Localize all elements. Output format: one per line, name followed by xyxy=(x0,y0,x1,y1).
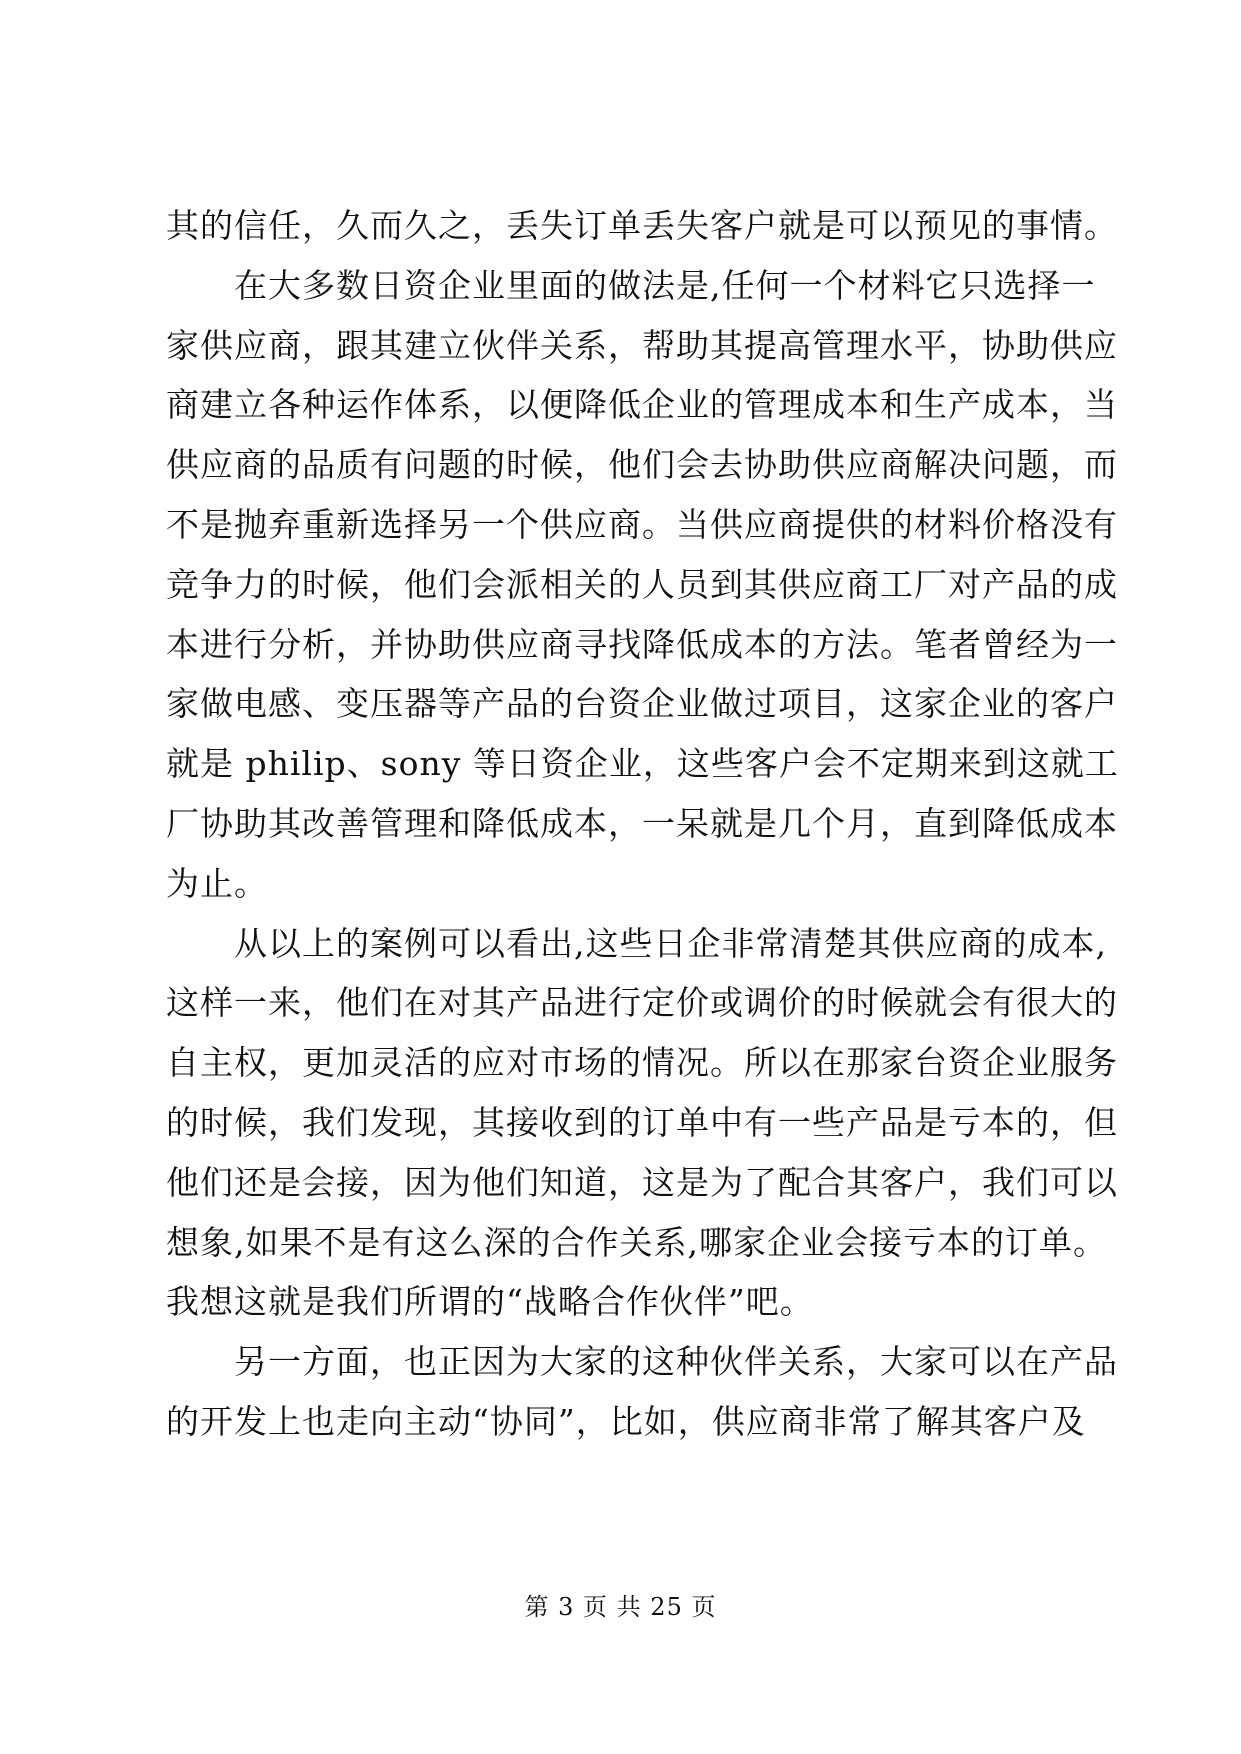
text-line: 他们还是会接，因为他们知道，这是为了配合其客户，我们可以 xyxy=(166,1162,1118,1202)
text-line: 为止。 xyxy=(166,863,268,903)
text-line: 就是 philip、sony 等日资企业，这些客户会不定期来到这就工 xyxy=(166,744,1119,784)
text-line: 的开发上也走向主动“协同”，比如，供应商非常了解其客户及 xyxy=(166,1401,1086,1441)
text-line: 竞争力的时候，他们会派相关的人员到其供应商工厂对产品的成 xyxy=(166,564,1118,604)
text-line: 自主权，更加灵活的应对市场的情况。所以在那家台资企业服务 xyxy=(166,1043,1118,1083)
text-line: 从以上的案例可以看出,这些日企非常清楚其供应商的成本, xyxy=(234,923,1107,963)
text-line: 其的信任，久而久之，丢失订单丢失客户就是可以预见的事情。 xyxy=(166,206,1118,245)
text-line: 商建立各种运作体系，以便降低企业的管理成本和生产成本，当 xyxy=(166,385,1118,425)
text-line: 家做电感、变压器等产品的台资企业做过项目，这家企业的客户 xyxy=(166,684,1118,724)
text-line: 另一方面，也正因为大家的这种伙伴关系，大家可以在产品 xyxy=(234,1342,1118,1382)
text-line: 在大多数日资企业里面的做法是,任何一个材料它只选择一 xyxy=(234,265,1096,305)
page-footer: 第 3 页 共 25 页 xyxy=(524,1593,717,1621)
text-line: 本进行分析，并协助供应商寻找降低成本的方法。笔者曾经为一 xyxy=(166,624,1118,664)
text-line: 不是抛弃重新选择另一个供应商。当供应商提供的材料价格没有 xyxy=(166,504,1118,544)
text-line: 这样一来，他们在对其产品进行定价或调价的时候就会有很大的 xyxy=(166,983,1118,1023)
text-line: 我想这就是我们所谓的“战略合作伙伴”吧。 xyxy=(166,1282,814,1322)
text-line: 供应商的品质有问题的时候，他们会去协助供应商解决问题，而 xyxy=(166,445,1118,485)
body-text xyxy=(166,196,1119,1452)
text-line: 家供应商，跟其建立伙伴关系，帮助其提高管理水平，协助供应 xyxy=(166,325,1118,365)
text-line: 厂协助其改善管理和降低成本，一呆就是几个月，直到降低成本 xyxy=(166,803,1118,843)
text-line: 想象,如果不是有这么深的合作关系,哪家企业会接亏本的订单。 xyxy=(166,1222,1107,1262)
text-line: 的时候，我们发现，其接收到的订单中有一些产品是亏本的，但 xyxy=(166,1102,1118,1142)
